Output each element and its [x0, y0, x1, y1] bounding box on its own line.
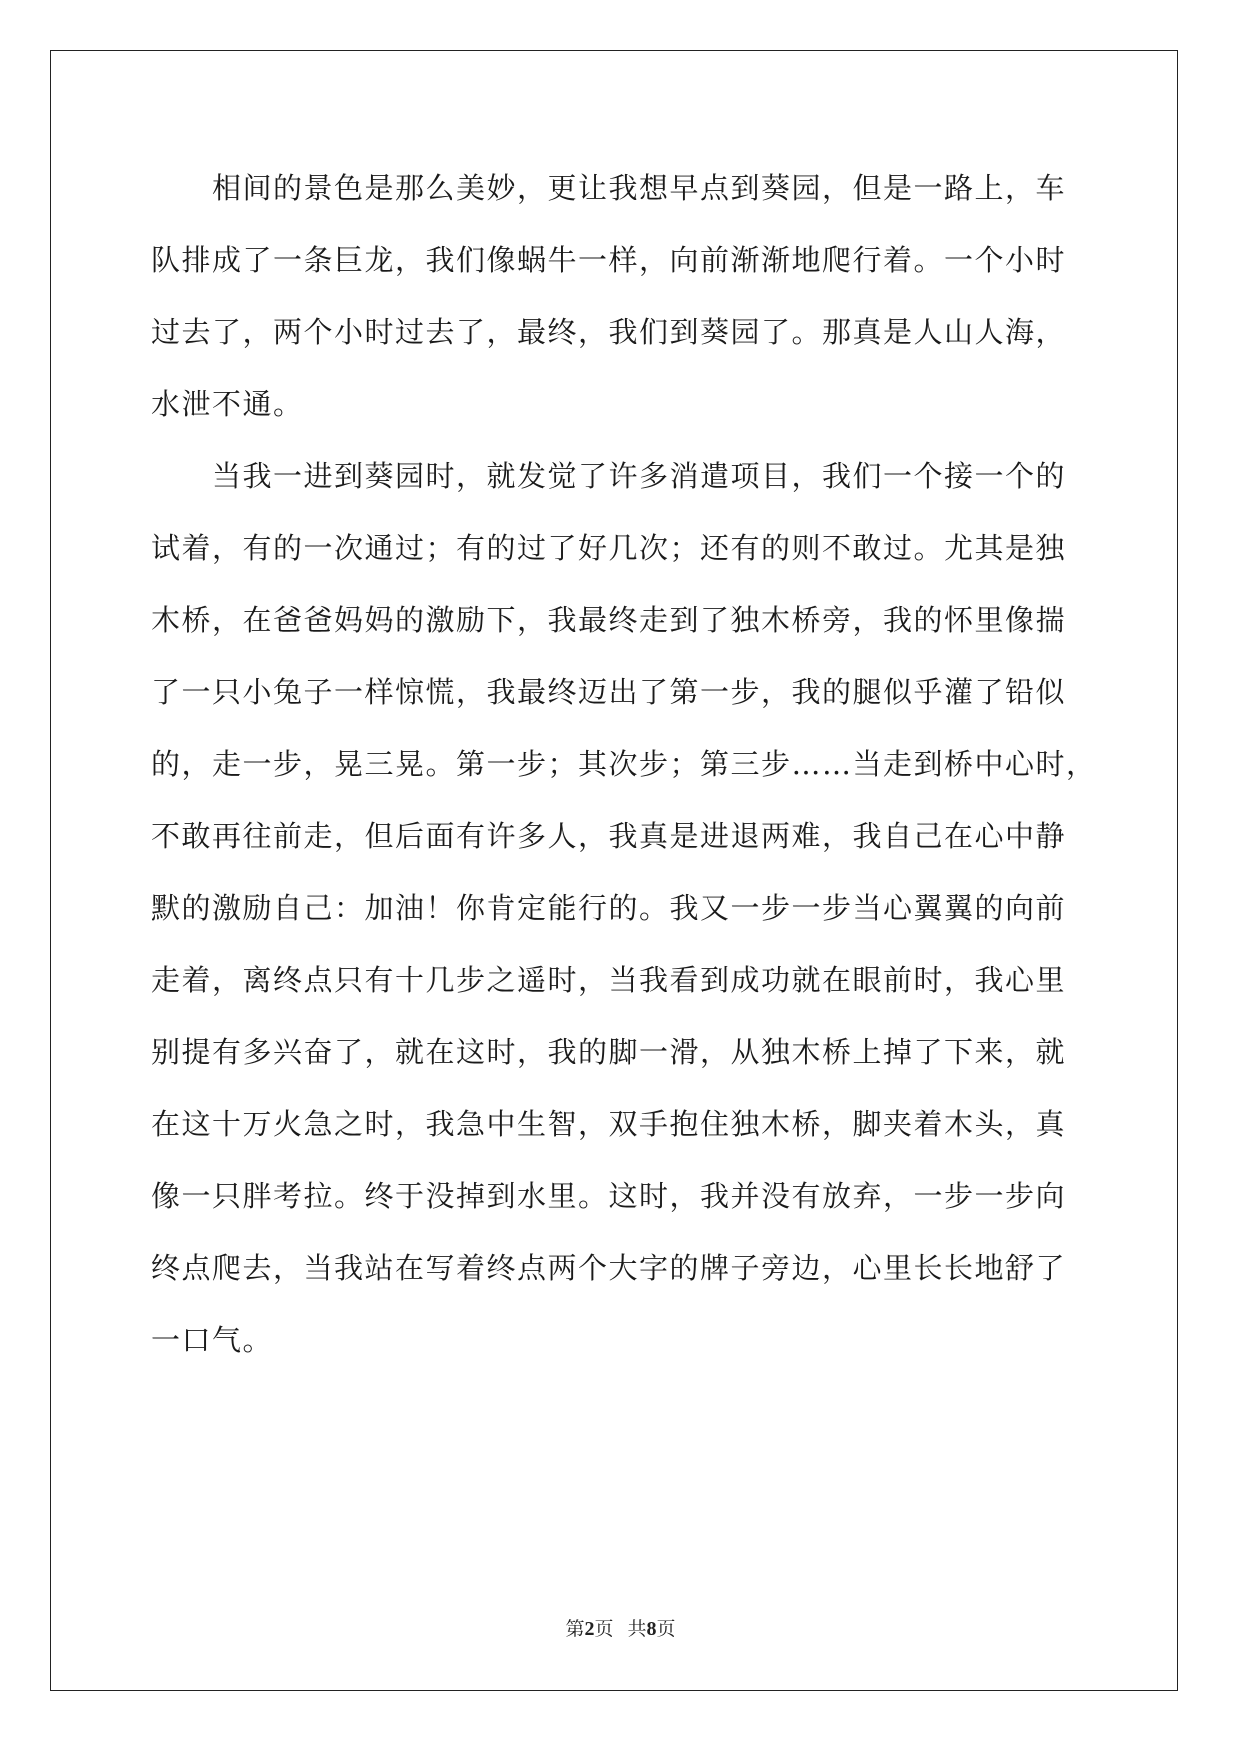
text-line: 水泄不通。 [151, 387, 304, 421]
text-line: 一口气。 [151, 1323, 274, 1357]
text-line: 默的激励自己：加油！你肯定能行的。我又一步一步当心翼翼的向前 [151, 891, 1067, 925]
page-suffix: 页 [594, 1618, 614, 1640]
text-line: 过去了，两个小时过去了，最终，我们到葵园了。那真是人山人海， [151, 315, 1067, 349]
text-line: 了一只小兔子一样惊慌，我最终迈出了第一步，我的腿似乎灌了铅似 [151, 675, 1067, 709]
text-line: 不敢再往前走，但后面有许多人，我真是进退两难，我自己在心中静 [151, 819, 1067, 853]
paragraph-2 [151, 440, 1097, 1376]
page-number: 2 [584, 1618, 595, 1640]
paragraph-1 [151, 152, 1089, 440]
total-pages: 8 [646, 1618, 657, 1640]
text-line: 木桥，在爸爸妈妈的激励下，我最终走到了独木桥旁，我的怀里像揣 [151, 603, 1067, 637]
text-line: 像一只胖考拉。终于没掉到水里。这时，我并没有放弃，一步一步向 [151, 1179, 1067, 1213]
text-line: 当我一进到葵园时，就发觉了许多消遣项目，我们一个接一个的 [151, 459, 1067, 493]
text-line: 终点爬去，当我站在写着终点两个大字的牌子旁边，心里长长地舒了 [151, 1251, 1067, 1285]
text-line: 在这十万火急之时，我急中生智，双手抱住独木桥，脚夹着木头，真 [151, 1107, 1067, 1141]
text-line: 试着，有的一次通过；有的过了好几次；还有的则不敢过。尤其是独 [151, 531, 1067, 565]
total-suffix: 页 [656, 1618, 676, 1640]
text-line: 队排成了一条巨龙，我们像蜗牛一样，向前渐渐地爬行着。一个小时 [151, 243, 1067, 277]
document-body [151, 152, 1097, 1376]
text-line: 别提有多兴奋了，就在这时，我的脚一滑，从独木桥上掉了下来，就 [151, 1035, 1067, 1069]
page-footer [0, 1614, 1241, 1641]
page-prefix: 第 [565, 1618, 585, 1640]
text-line: 相间的景色是那么美妙，更让我想早点到葵园，但是一路上，车 [151, 171, 1067, 205]
text-line: 的，走一步，晃三晃。第一步；其次步；第三步……当走到桥中心时， [151, 747, 1097, 781]
total-prefix: 共 [627, 1618, 647, 1640]
text-line: 走着，离终点只有十几步之遥时，当我看到成功就在眼前时，我心里 [151, 963, 1067, 997]
